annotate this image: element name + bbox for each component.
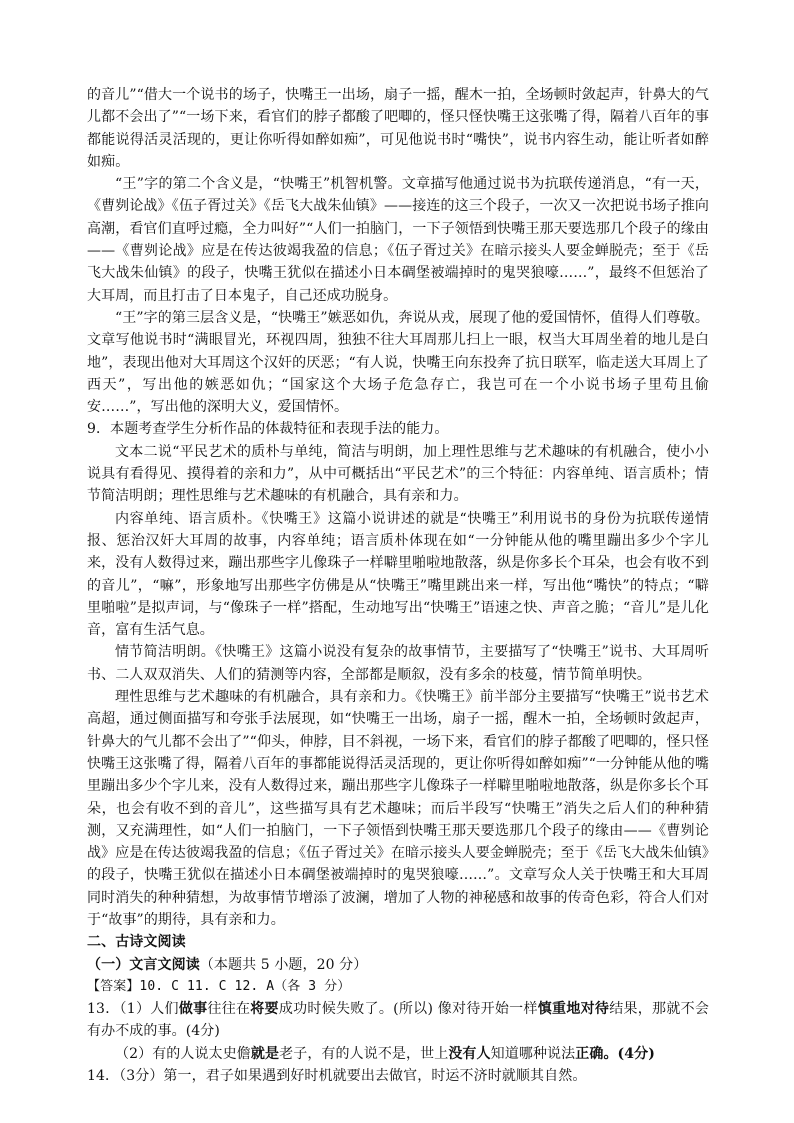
paragraph-2: “王”字的第二个含义是，“快嘴王”机智机警。文章描写他通过说书为抗联传递消息，“有一天，《曹刿论战》《伍子胥过关》《岳飞大战朱仙镇》——接连的这三个段子，一次又一次把说书场子推向高潮，看官们直呼过瘾，全力叫好”“人们一拍脑门，一下子领悟到快嘴王那天要选那几个段子的缘由——《曹刿论战》应是在传达彼竭我盈的信息；《伍子胥过关》在暗示接头人要金蝉脱壳；至于《岳飞大战朱仙镇》的段子，快嘴王犹似在描述小日本碉堡被端掉时的鬼哭狼嚎……”，最终不但惩治了大耳周，而且打击了日本鬼子，自己还成功脱身。 <box>87 176 709 304</box>
q13-1-key-1: 做事 <box>178 1001 208 1018</box>
q13-2-text-e: 。(4分) <box>603 1045 655 1062</box>
q13-1-text-d: 成功时候失败了。(所以) 像对待开始一样 <box>278 1001 538 1018</box>
question-13-part-2 <box>87 1043 709 1065</box>
question-9-intro: 9．本题考查学生分析作品的体裁特征和表现手法的能力。 <box>87 421 449 438</box>
q13-1-text-c: 往往在 <box>207 1001 251 1018</box>
q13-2-key-1: 就是 <box>250 1045 280 1062</box>
document-page <box>87 84 709 1087</box>
q13-2-text-d: 知道哪种说法 <box>490 1045 576 1062</box>
question-14: 14．（3分）第一，君子如果遇到好时机就要出去做官，时运不济时就顺其自然。 <box>87 1068 587 1085</box>
sub-heading-note: （本题共 5 小题，20 分） <box>199 956 368 973</box>
q13-2-text-c: 老子，有的人说不是，世上 <box>279 1045 449 1062</box>
q13-1-key-2: 将要 <box>250 1001 279 1018</box>
q13-1-text-a: 13．（1）人们 <box>87 1001 179 1018</box>
q13-2-text-a: （2）有的人说太史儋 <box>115 1045 251 1062</box>
paragraph-5: 文本二说“平民艺术的质朴与单纯，简洁与明朗，加上理性思维与艺术趣味的有机融合，使小小说具有看得见、摸得着的亲和力”，从中可概括出“平民艺术”的三个特征：内容单纯、语言质朴；情节简洁明朗；理性思维与艺术趣味的有机融合，具有亲和力。 <box>87 443 709 505</box>
paragraph-7: 情节简洁明朗。《快嘴王》这篇小说没有复杂的故事情节，主要描写了“快嘴王”说书、大耳周听书、二人双双消失、人们的猜测等内容，全部都是顺叙，没有多余的枝蔓，情节简单明快。 <box>87 644 709 683</box>
answer-line: 【答案】10. C 11. C 12. A（各 3 分） <box>87 978 351 994</box>
q13-2-key-2: 没有人 <box>448 1045 491 1062</box>
sub-heading <box>87 954 709 976</box>
paragraph-6: 内容单纯、语言质朴。《快嘴王》这篇小说讲述的就是“快嘴王”利用说书的身份为抗联传递情报、惩治汉奸大耳周的故事，内容单纯；语言质朴体现在如“一分钟能从他的嘴里蹦出多少个字儿来，没有人数得过来，蹦出那些字儿像珠子一样噼里啪啦地散落，纵是你多长个耳朵，也会有收不到的音儿”，“嘛”，形象地写出那些字仿佛是从“快嘴王”嘴里跳出来一样，写出他“嘴快”的特点；“噼里啪啦”是拟声词，与“像珠子一样”搭配，生动地写出“快嘴王”语速之快、声音之脆；“音儿”是儿化音，富有生活气息。 <box>87 510 709 639</box>
question-13-part-1 <box>87 998 709 1043</box>
q13-2-key-3: 正确 <box>575 1045 604 1062</box>
sub-heading-title: （一）文言文阅读 <box>87 956 200 973</box>
paragraph-1: 的音儿”“借大一个说书的场子，快嘴王一出场，扇子一摇，醒木一拍，全场顿时敛起声，针鼻大的气儿都不会出了”“一场下来，看官们的脖子都酸了吧唧的，怪只怪快嘴王这张嘴了得，隔着八百年的事都能说得活灵活现的，更让你听得如醉如痴”，可见他说书时“嘴快”，说书内容生动，能让听者如醉如痴。 <box>87 87 709 170</box>
q13-1-key-3: 慎重地对待 <box>537 1001 610 1018</box>
section-heading: 二、古诗文阅读 <box>87 934 186 951</box>
paragraph-8: 理性思维与艺术趣味的有机融合，具有亲和力。《快嘴王》前半部分主要描写“快嘴王”说书艺术高超，通过侧面描写和夸张手法展现，如“快嘴王一出场，扇子一摇，醒木一拍，全场顿时敛起声，针鼻大的气儿都不会出了”“仰头，伸脖，目不斜视，一场下来，看官们的脖子都酸了吧唧的，怪只怪快嘴王这张嘴了得，隔着八百年的事都能说得活灵活现的，更让你听得如醉如痴”“一分钟能从他的嘴里蹦出多少个字儿来，没有人数得过来，蹦出那些字儿像珠子一样噼里啪啦地散落，纵是你多长个耳朵，也会有收不到的音儿”，这些描写具有艺术趣味；而后半段写“快嘴王”消失之后人们的种种猜测，又充满理性，如“人们一拍脑门，一下子领悟到快嘴王那天要选那几个段子的缘由——《曹刿论战》应是在传达彼竭我盈的信息；《伍子胥过关》在暗示接头人要金蝉脱壳；至于《岳飞大战朱仙镇》的段子，快嘴王犹似在描述小日本碉堡被端掉时的鬼哭狼嚎……”。文章写众人关于快嘴王和大耳周同时消失的种种猜想，为故事情节增添了波澜，增加了人物的神秘感和故事的传奇色彩，符合人们对于“故事”的期待，具有亲和力。 <box>87 689 709 928</box>
paragraph-3: “王”字的第三层含义是，“快嘴王”嫉恶如仇，奔说从戎，展现了他的爱国情怀，值得人们尊敬。文章写他说书时“满眼冒光，环视四周，独独不往大耳周那儿扫上一眼，权当大耳周坐着的地儿是白地”，表现出他对大耳周这个汉奸的厌恶；“有人说，快嘴王向东投奔了抗日联军，临走送大耳周上了西天”，写出他的嫉恶如仇；“国家这个大场子危急存亡，我岂可在一个小说书场子里苟且偷安……”，写出他的深明大义，爱国情怀。 <box>87 309 709 416</box>
q13-1-text-e: 结果，那就不会有办不成的事。(4分) <box>87 1001 710 1040</box>
